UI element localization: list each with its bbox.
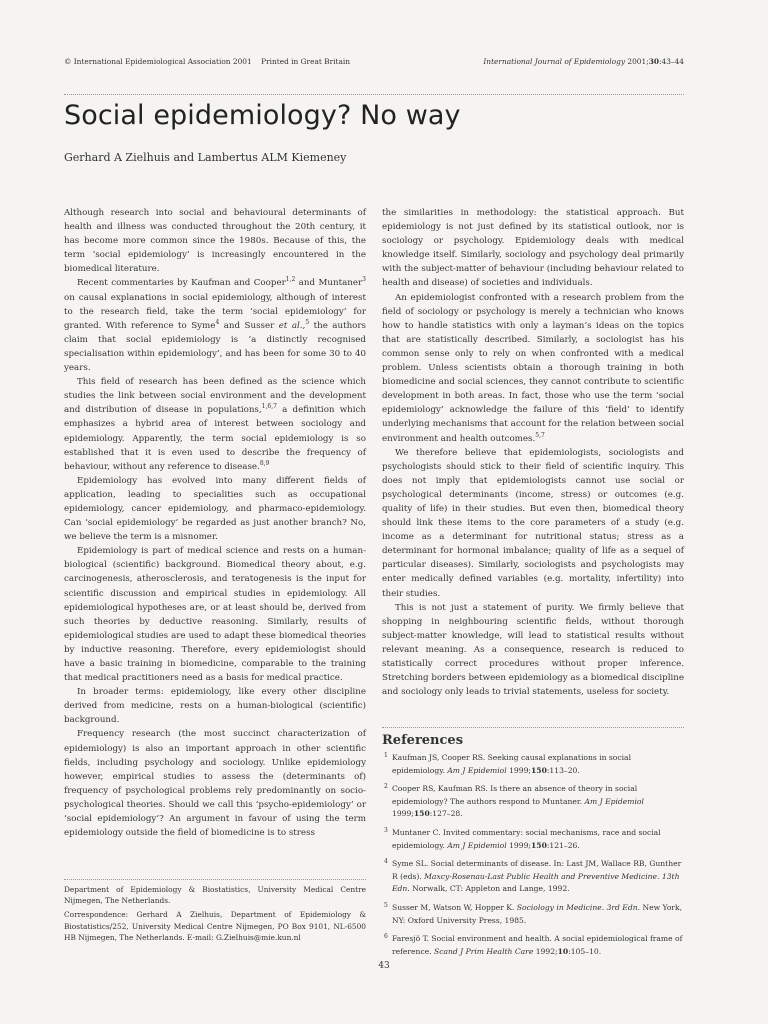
paragraph: This is not just a statement of purity. We firmly believe that shopping in neighbouring scientific fields, without thorough subject-matter knowledge, will lead to statistical results without relevant meaning. As a consequence, research is reduced to statistically correct procedures without proper inference. Stretching borders between epidemiology as a biomedical discipline and sociology only leads to trivial statements, useless for society.: [382, 602, 684, 698]
page-number: 43: [378, 961, 390, 971]
left-column: [64, 206, 366, 840]
article-title: Social epidemiology? No way: [64, 100, 461, 131]
citation-year: 2001;: [627, 57, 649, 66]
references-heading: References: [382, 733, 464, 748]
copyright-text: © International Epidemiological Association 2001: [64, 57, 252, 66]
paragraph: Epidemiology has evolved into many different fields of application, leading to specialities such as occupational epidemiology, cancer epidemiology, and pharmaco-epidemiology. Can ‘social epidemiology’ be regarded as just another branch? No, we believe the term is a misnomer.: [64, 475, 366, 543]
paragraph: An epidemiologist confronted with a research problem from the field of sociology or psychology is merely a technician who knows how to handle statistics with only a layman’s ideas on the topics that are statistically described. Similarly, a sociologist has his common sense only to rely on when confronted with a medical problem. Unless scientists obtain a thorough training in both biomedicine and social sciences, they cannot contribute to scientific development in both areas. In fact, those who use the term ‘social epidemiology’ acknowledge the failure of this ‘field’ to identify underlying mechanisms that account for the relation between social environment and health outcomes.$^{5,7}$: [382, 292, 684, 444]
correspondence-text: Correspondence: Gerhard A Zielhuis, Department of Epidemiology & Biostatistics/252, University Medical Centre Nijmegen, PO Box 9101, NL-6500 HB Nijmegen, The Netherlands. E-mail: G.Zielhuis@mie.kun.nl: [64, 910, 366, 942]
paragraph: This field of research has been defined as the science which studies the link between social environment and the development and distribution of disease in populations,$^{1,6,7}$ a definition which emphasizes a hybrid area of interest between sociology and epidemiology. Apparently, the term social epidemiology is so established that it is even used to describe the frequency of behaviour, without any reference to disease.$^{8,9}$: [64, 377, 367, 472]
citation-volume: 30: [648, 57, 659, 66]
journal-name: International Journal of Epidemiology: [483, 57, 626, 66]
references-divider: [382, 727, 684, 728]
paragraph: Recent commentaries by Kaufman and Cooper$^{1,2}$ and Muntaner$^3$ on causal explanations in social epidemiology, although of interest to the research field, take the term ‘social epidemiology’ for granted. With reference to Syme$^4$ and Susser et al.,$^5$ the authors claim that social epidemiology is ‘a distinctly recognised specialisation within epidemiology’, and has been for some 30 to 40 years.: [64, 276, 367, 374]
paragraph: the similarities in methodology: the statistical approach. But epidemiology is not just defined by its statistical outlook, nor is sociology or psychology. Epidemiology deals with medical knowledge itself. Similarly, sociology and psychology deal primarily with the subject-matter of behaviour (including behaviour related to health and disease) of societies and individuals.: [382, 208, 684, 289]
citation-pages: :43–44: [659, 57, 684, 66]
reference-item: 1 Kaufman JS, Cooper RS. Seeking causal explanations in social epidemiology. Am J Epidemiol 1999;150:113–20.: [384, 752, 631, 775]
paragraph: Frequency research (the most succinct characterization of epidemiology) is also an important approach in other scientific fields, including psychology and sociology. Unlike epidemiology however, empirical studies to assess the (determinants of) frequency of psychological problems rely predominantly on socio-psychological theories. Should we call this ‘psycho-epidemiology’ or ‘social epidemiology’? An argument in favour of using the term epidemiology outside the field of biomedicine is to stress: [64, 729, 366, 839]
header-right: [483, 57, 684, 66]
right-column: [382, 206, 684, 699]
reference-item: 6 Faresjö T. Social environment and health. A social epidemiological frame of reference. Scand J Prim Health Care 1992;10:105–10.: [384, 933, 683, 956]
references-list: [382, 752, 684, 964]
running-header: [64, 57, 684, 66]
paragraph: We therefore believe that epidemiologists, sociologists and psychologists should stick to their field of scientific inquiry. This does not imply that epidemiologists cannot use social or psychological determinants (income, stress) or outcomes (e.g. quality of life) in their studies. But even then, biomedical theory should link these items to the core parameters of a study (e.g. income as a determinant for nutritional status; stress as a determinant for hormonal imbalance; quality of life as a sequel of particular diseases). Similarly, sociologists and psychologists may enter medically defined variables (e.g. mortality, infertility) into their studies.: [382, 447, 684, 599]
printed-text: Printed in Great Britain: [261, 57, 350, 66]
paragraph: Epidemiology is part of medical science and rests on a human-biological (scientific) background. Biomedical theory about, e.g. carcinogenesis, atherosclerosis, and teratogenesis is the input for scientific discussion and empirical studies in epidemiology. All epidemiological hypotheses are, or at least should be, derived from such theories by deductive reasoning. Similarly, results of epidemiological studies are used to adapt these biomedical theories by inductive reasoning. Therefore, every epidemiologist should have a basic training in biomedicine, comparable to the training that medical practitioners need as a basis for medical practice.: [64, 546, 366, 684]
reference-item: 2 Cooper RS, Kaufman RS. Is there an absence of theory in social epidemiology? The authors respond to Muntaner. Am J Epidemiol 1999;150:127–28.: [384, 783, 644, 819]
paragraph: In broader terms: epidemiology, like every other discipline derived from medicine, rests on a human-biological (scientific) background.: [64, 687, 366, 726]
reference-item: 5 Susser M, Watson W, Hopper K. Sociology in Medicine. 3rd Edn. New York, NY: Oxford University Press, 1985.: [384, 901, 683, 925]
header-divider: [64, 94, 684, 95]
article-authors: Gerhard A Zielhuis and Lambertus ALM Kiemeney: [64, 151, 347, 164]
reference-item: 4 Syme SL. Social determinants of disease. In: Last JM, Wallace RB, Gunther R (eds). Maxcy-Rosenau-Last Public Health and Preventive Medicine. 13th Edn. Norwalk, CT: Appleton and Lange, 1992.: [384, 858, 682, 894]
department-text: Department of Epidemiology & Biostatistics, University Medical Centre Nijmegen, The Netherlands.: [64, 885, 366, 906]
paragraph: Although research into social and behavioural determinants of health and illness was conducted throughout the 20th century, it has become more common since the 1980s. Because of this, the term ‘social epidemiology’ is increasingly encountered in the biomedical literature.: [64, 208, 366, 275]
affiliation-footnote: [64, 884, 366, 946]
header-left: [64, 57, 350, 66]
footnote-divider: [64, 879, 366, 880]
reference-item: 3 Muntaner C. Invited commentary: social mechanisms, race and social epidemiology. Am J Epidemiol 1999;150:121–26.: [384, 826, 661, 850]
